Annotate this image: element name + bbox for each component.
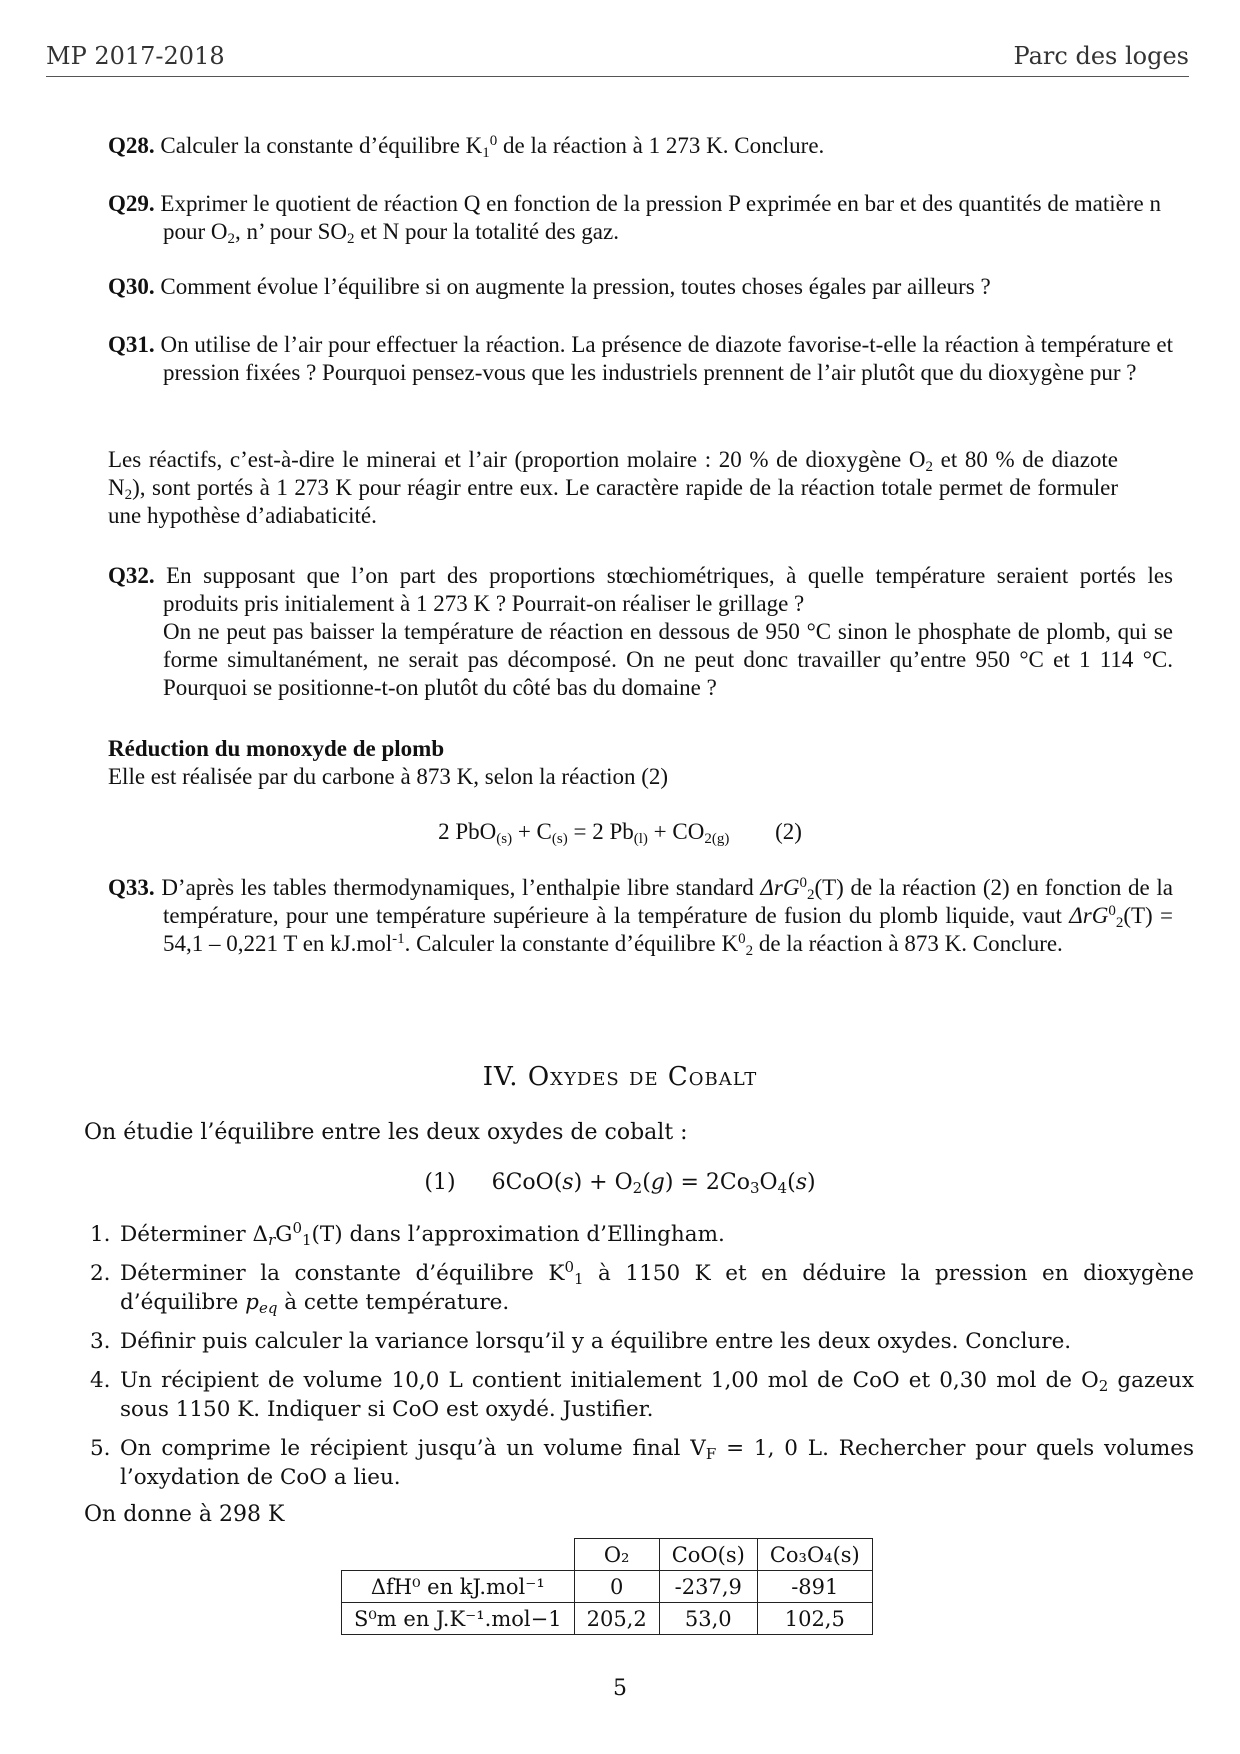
table-cell: 205,2	[574, 1603, 659, 1635]
question-label: Q33.	[108, 875, 155, 900]
list-item: 1. Déterminer $\Delta_rG^0_1(T)$ dans l’approximation d’Ellingham.	[90, 1219, 725, 1249]
list-item: 3. Définir puis calculer la variance lorsqu’il y a équilibre entre les deux oxydes. Conclure.	[90, 1329, 1072, 1354]
table-row	[342, 1603, 873, 1635]
question-33: Q33. D’après les tables thermodynamiques, l’enthalpie libre standard ΔrG$^0_2$(T) de la réaction (2) en fonction de la température, pour une température supérieure à la température de fusion du plomb liquide, vaut ΔrG$^0_2$(T) = 54,1 – 0,221 T en kJ.mol$^{-1}$. Calculer la constante d’équilibre $K^0_2$ de la réaction à 873 K. Conclure.	[108, 875, 1173, 959]
section-title: IV. Oxydes de Cobalt	[482, 1062, 758, 1092]
question-label: Q28.	[108, 133, 155, 158]
question-label: Q29.	[108, 191, 155, 216]
question-list	[84, 1220, 1194, 1502]
header-right: Parc des loges	[1013, 42, 1189, 70]
cobalt-intro: On étudie l’équilibre entre les deux oxydes de cobalt :	[84, 1120, 688, 1145]
reduction-title: Réduction du monoxyde de plomb	[108, 736, 445, 761]
list-item: 2. Déterminer la constante d’équilibre $K^0_1$ à 1150 K et en déduire la pression en dioxygène d’équilibre $p_{eq}$ à cette température.	[90, 1258, 1194, 1317]
row-label: S⁰m en J.K⁻¹.mol−1	[342, 1603, 575, 1635]
table-header: Co₃O₄(s)	[757, 1539, 872, 1571]
table-header-row	[342, 1539, 873, 1571]
given-text: On donne à 298 K	[84, 1502, 285, 1527]
question-28: Q28. Calculer la constante d’équilibre $K_1^0$ de la réaction à 1 273 K. Conclure.	[108, 133, 825, 161]
table-cell: 53,0	[659, 1603, 757, 1635]
equation-number: (2)	[775, 819, 802, 844]
question-29: Q29. Exprimer le quotient de réaction Q en fonction de la pression P exprimée en bar et des quantités de matière n pour $O_2$, n’ pour $SO_2$ et N pour la totalité des gaz.	[108, 191, 1161, 247]
table-cell: -237,9	[659, 1571, 757, 1603]
question-32: Q32. En supposant que l’on part des proportions stœchiométriques, à quelle température seraient portés les produits pris initialement à 1 273 K ? Pourrait-on réaliser le grillage ? On ne peut pas baisser la température de réaction en dessous de 950 °C sinon le phosphate de plomb, qui se forme simultanément, ne serait pas décomposé. On ne peut donc travailler qu’entre 950 °C et 1 114 °C. Pourquoi se positionne-t-on plutôt du côté bas du domaine ?	[108, 563, 1174, 700]
row-label: ΔfH⁰ en kJ.mol⁻¹	[342, 1571, 575, 1603]
question-label: Q30.	[108, 274, 155, 299]
table-header: O₂	[574, 1539, 659, 1571]
equation-1: (1) $6CoO(s) + O_2(g) = 2Co_3O_4(s)$	[424, 1170, 816, 1197]
thermo-table	[341, 1538, 873, 1635]
page-number: 5	[613, 1676, 627, 1701]
list-item: 5. On comprime le récipient jusqu’à un volume final $V_F = 1$, 0 L. Rechercher pour quels volumes l’oxydation de CoO a lieu.	[90, 1436, 1194, 1490]
question-label: Q32.	[108, 563, 155, 588]
question-label: Q31.	[108, 332, 155, 357]
equation-2: 2 $PbO_{(s)} + C_{(s)} = 2$ $Pb_{(l)} + CO_{2(g)}$ (2)	[438, 819, 802, 847]
reduction-section	[108, 735, 1118, 791]
table-cell: -891	[757, 1571, 872, 1603]
question-31: Q31. On utilise de l’air pour effectuer la réaction. La présence de diazote favorise-t-elle la réaction à température et pression fixées ? Pourquoi pensez-vous que les industriels prennent de l’air plutôt que du dioxygène pur ?	[108, 332, 1174, 385]
table-row	[342, 1571, 873, 1603]
question-30: Q30. Comment évolue l’équilibre si on augmente la pression, toutes choses égales par ailleurs ?	[108, 274, 991, 299]
list-item: 4. Un récipient de volume 10,0 L contient initialement 1,00 mol de CoO et 0,30 mol de $O_2$ gazeux sous 1150 K. Indiquer si CoO est oxydé. Justifier.	[90, 1368, 1194, 1422]
table-cell: 0	[574, 1571, 659, 1603]
paragraph-reactifs: Les réactifs, c’est-à-dire le minerai et l’air (proportion molaire : 20 % de dioxygène $O_2$ et 80 % de diazote $N_2$), sont portés à 1 273 K pour réagir entre eux. Le caractère rapide de la réaction totale permet de formuler une hypothèse d’adiabaticité.	[108, 447, 1119, 528]
table-header: CoO(s)	[659, 1539, 757, 1571]
header-rule	[46, 76, 1189, 77]
header-left: MP 2017-2018	[46, 42, 225, 70]
reduction-text: Elle est réalisée par du carbone à 873 K, selon la réaction (2)	[108, 764, 669, 789]
table-cell: 102,5	[757, 1603, 872, 1635]
